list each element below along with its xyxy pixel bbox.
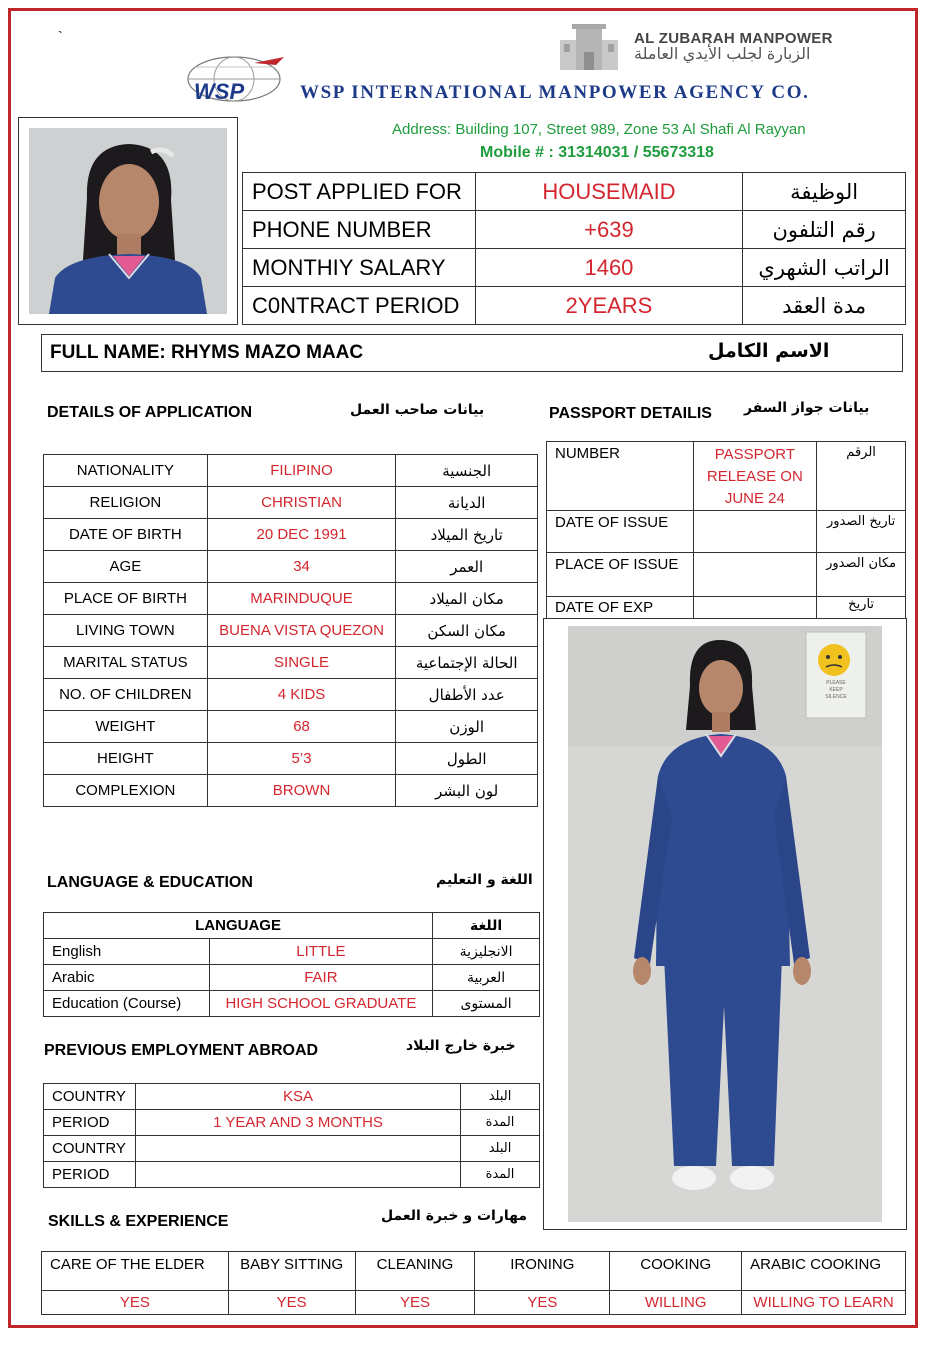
table-row <box>44 991 540 1017</box>
agency-name: WSP INTERNATIONAL MANPOWER AGENCY CO. <box>300 82 810 103</box>
table-row <box>42 1252 906 1291</box>
cell-label-ar: الجنسية <box>396 455 538 487</box>
skill-value: YES <box>355 1291 475 1315</box>
post-label-ar: الوظيفة <box>743 173 906 211</box>
phone-label-ar: رقم التلفون <box>743 211 906 249</box>
cell-label-ar: تاريخ الميلاد <box>396 519 538 551</box>
table-row <box>547 511 906 553</box>
cell-value: 5’3 <box>207 743 396 775</box>
cell-label: NO. OF CHILDREN <box>44 679 208 711</box>
table-row <box>243 173 906 211</box>
cell-value: 4 KIDS <box>207 679 396 711</box>
passport-table <box>546 441 906 619</box>
full-name: FULL NAME: RHYMS MAZO MAAC <box>50 342 364 363</box>
issue-date-label: DATE OF ISSUE <box>547 511 694 553</box>
contract-label-ar: مدة العقد <box>743 287 906 325</box>
cell-label: LIVING TOWN <box>44 615 208 647</box>
zubarah-name-en: AL ZUBARAH MANPOWER <box>634 30 833 47</box>
cell-label-ar: المدة <box>461 1110 540 1136</box>
cell-value <box>135 1136 460 1162</box>
skills-heading: SKILLS & EXPERIENCE <box>48 1213 229 1230</box>
skill-value: YES <box>42 1291 229 1315</box>
cell-label: COMPLEXION <box>44 775 208 807</box>
cell-label: DATE OF BIRTH <box>44 519 208 551</box>
contract-value: 2YEARS <box>475 287 743 325</box>
table-row <box>547 597 906 619</box>
passport-number-label: NUMBER <box>547 442 694 511</box>
cell-label: PERIOD <box>44 1162 136 1188</box>
language-heading: LANGUAGE & EDUCATION <box>47 874 253 891</box>
cell-label-ar: البلد <box>461 1084 540 1110</box>
passport-heading: PASSPORT DETAILIS <box>549 405 712 422</box>
expiry-date-label-ar: تاريخ <box>817 597 906 619</box>
table-row <box>44 487 538 519</box>
table-row <box>243 287 906 325</box>
cell-value: BUENA VISTA QUEZON <box>207 615 396 647</box>
skill-value: WILLING <box>610 1291 742 1315</box>
table-row <box>44 1110 540 1136</box>
cell-label: PLACE OF BIRTH <box>44 583 208 615</box>
cell-value: MARINDUQUE <box>207 583 396 615</box>
skill-value: YES <box>228 1291 355 1315</box>
issue-place-value <box>693 553 817 597</box>
cell-label: COUNTRY <box>44 1136 136 1162</box>
cell-label-ar: المستوى <box>433 991 540 1017</box>
cell-label-ar: الديانة <box>396 487 538 519</box>
cell-label: PERIOD <box>44 1110 136 1136</box>
salary-value: 1460 <box>475 249 743 287</box>
table-row <box>44 583 538 615</box>
cell-label-ar: العمر <box>396 551 538 583</box>
table-row <box>243 211 906 249</box>
portrait-figure <box>29 128 227 314</box>
stray-mark: ` <box>58 28 63 44</box>
table-row <box>44 965 540 991</box>
language-table <box>43 912 540 1017</box>
phone-label: PHONE NUMBER <box>243 211 476 249</box>
cell-label-ar: المدة <box>461 1162 540 1188</box>
svg-text:WSP: WSP <box>194 79 245 104</box>
portrait-photo <box>18 117 238 325</box>
table-row <box>42 1291 906 1315</box>
cell-label: English <box>44 939 210 965</box>
cell-label-ar: مكان الميلاد <box>396 583 538 615</box>
cell-label: MARITAL STATUS <box>44 647 208 679</box>
cell-value: 20 DEC 1991 <box>207 519 396 551</box>
expiry-date-value <box>693 597 817 619</box>
table-row <box>547 442 906 511</box>
cell-label-ar: لون البشر <box>396 775 538 807</box>
wsp-globe-logo <box>184 55 290 107</box>
cell-value: CHRISTIAN <box>207 487 396 519</box>
cell-value: BROWN <box>207 775 396 807</box>
cell-label: WEIGHT <box>44 711 208 743</box>
previous-employment-table <box>43 1083 540 1188</box>
table-row <box>44 775 538 807</box>
cell-value: HIGH SCHOOL GRADUATE <box>209 991 432 1017</box>
salary-label: MONTHIY SALARY <box>243 249 476 287</box>
expiry-date-label: DATE OF EXP <box>547 597 694 619</box>
cell-label: HEIGHT <box>44 743 208 775</box>
cell-value: 34 <box>207 551 396 583</box>
cell-label: RELIGION <box>44 487 208 519</box>
cell-value: 68 <box>207 711 396 743</box>
table-row <box>44 939 540 965</box>
cell-label-ar: الطول <box>396 743 538 775</box>
table-row <box>44 711 538 743</box>
cell-label-ar: الوزن <box>396 711 538 743</box>
skill-label: COOKING <box>610 1252 742 1291</box>
skills-table <box>41 1251 906 1315</box>
contract-label: C0NTRACT PERIOD <box>243 287 476 325</box>
photo-sign-text: PLEASE <box>826 680 846 686</box>
agency-address: Address: Building 107, Street 989, Zone 53 Al Shafi Al Rayyan <box>392 121 806 138</box>
table-row <box>44 455 538 487</box>
cell-value: FAIR <box>209 965 432 991</box>
passport-heading-ar: بيانات جواز السفر <box>744 400 870 416</box>
cell-label-ar: الحالة الإجتماعية <box>396 647 538 679</box>
phone-value: +639 <box>475 211 743 249</box>
cell-label-ar: مكان السكن <box>396 615 538 647</box>
application-heading: DETAILS OF APPLICATION <box>47 404 253 421</box>
skills-heading-ar: مهارات و خبرة العمل <box>381 1208 528 1224</box>
cell-label: Arabic <box>44 965 210 991</box>
passport-number-label-ar: الرقم <box>817 442 906 511</box>
cell-value <box>135 1162 460 1188</box>
skill-label: CLEANING <box>355 1252 475 1291</box>
table-row <box>44 743 538 775</box>
skill-label: IRONING <box>475 1252 610 1291</box>
cell-label-ar: العربية <box>433 965 540 991</box>
post-value: HOUSEMAID <box>475 173 743 211</box>
table-row <box>44 1084 540 1110</box>
svg-text:KEEP: KEEP <box>829 687 843 693</box>
cell-label: COUNTRY <box>44 1084 136 1110</box>
full-body-photo <box>543 618 907 1230</box>
language-heading-ar: اللغة و التعليم <box>436 872 533 888</box>
skill-label: CARE OF THE ELDER <box>42 1252 229 1291</box>
table-row <box>44 913 540 939</box>
cell-label-ar: البلد <box>461 1136 540 1162</box>
full-body-figure <box>568 626 882 1222</box>
cell-value: SINGLE <box>207 647 396 679</box>
cell-label: AGE <box>44 551 208 583</box>
language-column-header-ar: اللغة <box>433 913 540 939</box>
post-info-table <box>242 172 906 325</box>
skill-label: ARABIC COOKING <box>742 1252 906 1291</box>
application-table <box>43 454 538 807</box>
previous-employment-heading: PREVIOUS EMPLOYMENT ABROAD <box>44 1042 319 1059</box>
previous-employment-heading-ar: خبرة خارج البلاد <box>406 1038 516 1054</box>
issue-date-value <box>693 511 817 553</box>
zubarah-fort-logo <box>550 22 626 74</box>
skill-value: YES <box>475 1291 610 1315</box>
passport-number-value: PASSPORT RELEASE ON JUNE 24 <box>693 442 817 511</box>
zubarah-name-ar: الزبارة لجلب الأيدي العاملة <box>634 46 811 63</box>
table-row <box>44 1136 540 1162</box>
issue-place-label-ar: مكان الصدور <box>817 553 906 597</box>
cell-value: 1 YEAR AND 3 MONTHS <box>135 1110 460 1136</box>
table-row <box>44 551 538 583</box>
table-row <box>44 615 538 647</box>
issue-place-label: PLACE OF ISSUE <box>547 553 694 597</box>
svg-text:SILENCE: SILENCE <box>825 694 847 700</box>
salary-label-ar: الراتب الشهري <box>743 249 906 287</box>
table-row <box>547 553 906 597</box>
language-column-header: LANGUAGE <box>44 913 433 939</box>
cell-label-ar: الانجليزية <box>433 939 540 965</box>
post-label: POST APPLIED FOR <box>243 173 476 211</box>
table-row <box>44 1162 540 1188</box>
table-row <box>44 647 538 679</box>
cell-label: Education (Course) <box>44 991 210 1017</box>
table-row <box>44 519 538 551</box>
full-name-ar: الاسم الكامل <box>708 340 830 362</box>
application-heading-ar: بيانات صاحب العمل <box>350 402 485 418</box>
cell-label-ar: عدد الأطفال <box>396 679 538 711</box>
skill-label: BABY SITTING <box>228 1252 355 1291</box>
cell-label: NATIONALITY <box>44 455 208 487</box>
cell-value: LITTLE <box>209 939 432 965</box>
table-row <box>44 679 538 711</box>
cell-value: KSA <box>135 1084 460 1110</box>
issue-date-label-ar: تاريخ الصدور <box>817 511 906 553</box>
agency-mobile: Mobile # : 31314031 / 55673318 <box>480 144 714 161</box>
table-row <box>243 249 906 287</box>
skill-value: WILLING TO LEARN <box>742 1291 906 1315</box>
cell-value: FILIPINO <box>207 455 396 487</box>
